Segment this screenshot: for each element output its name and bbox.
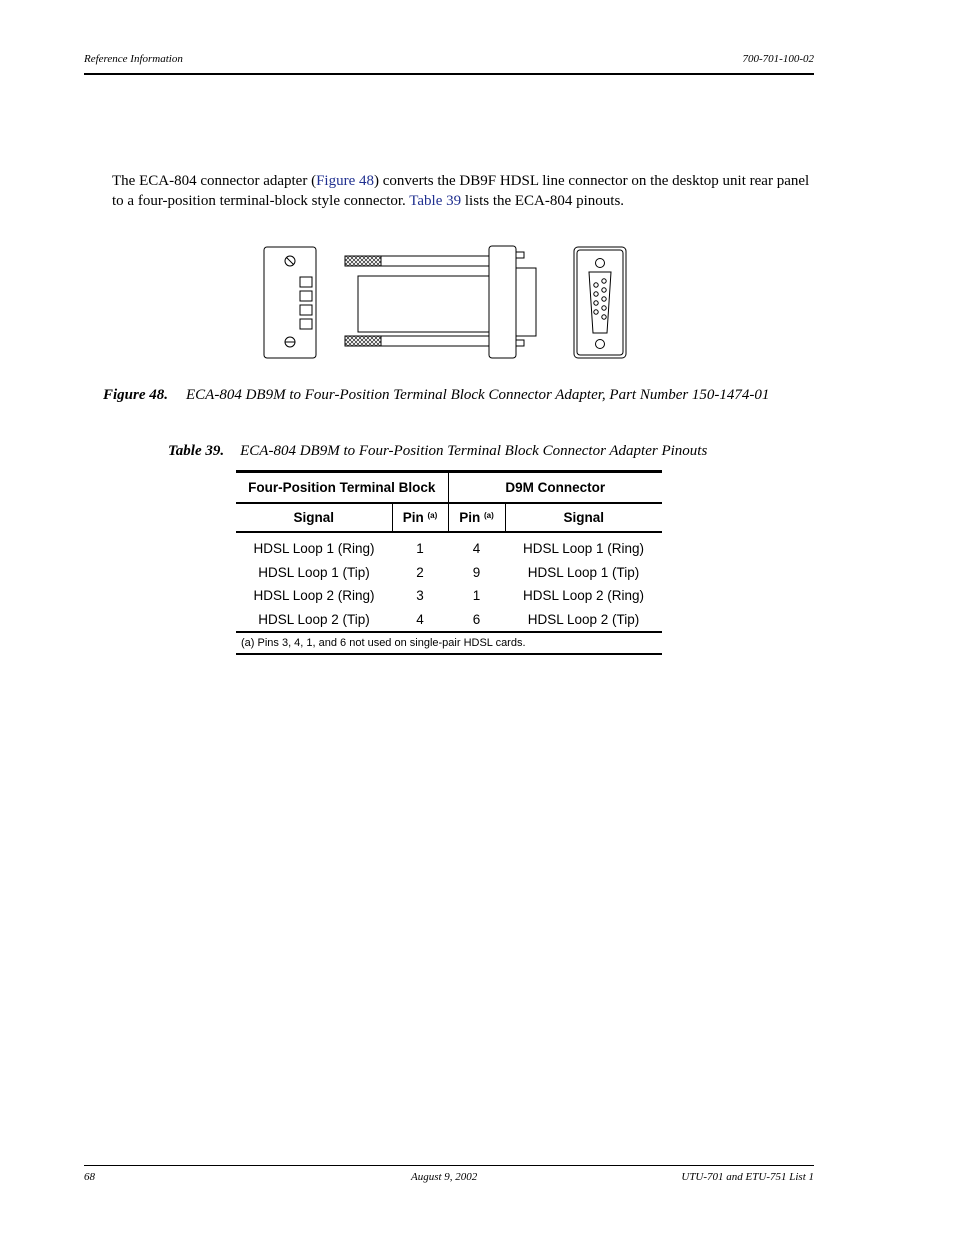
table-cell: HDSL Loop 1 (Tip) <box>527 564 640 580</box>
table-cell: 9 <box>472 564 481 580</box>
table-caption-text: ECA-804 DB9M to Four-Position Terminal Block Connector Adapter Pinouts <box>240 443 708 459</box>
table-footnote: (a) Pins 3, 4, 1, and 6 not used on single-pair HDSL cards. <box>236 632 662 654</box>
table-row <box>236 532 662 561</box>
figure-number: Figure 48. <box>103 387 169 403</box>
header-document-number: 700-701-100-02 <box>742 53 814 65</box>
paragraph-text: The ECA-804 connector adapter ( <box>112 173 317 189</box>
column-header-pin <box>392 503 448 532</box>
footer-rule <box>84 1165 814 1166</box>
paragraph-text: ) converts the DB9F HDSL line connector on the desktop unit rear panel to a four-position terminal-block style connector. <box>112 173 810 209</box>
header-section-title: Reference Information <box>84 53 183 65</box>
table-cell: 6 <box>472 611 481 627</box>
paragraph-text: lists the ECA-804 pinouts. <box>461 192 625 209</box>
table-cell: HDSL Loop 1 (Ring) <box>253 541 375 557</box>
figure-caption <box>103 387 769 404</box>
table-caption <box>168 443 707 460</box>
table-cell: HDSL Loop 1 (Ring) <box>522 541 645 557</box>
table-39-link[interactable]: Table 39 <box>409 192 462 209</box>
terminal-block-view <box>264 247 316 358</box>
table-cell: 2 <box>416 564 424 580</box>
footnote-marker: (a) <box>484 511 494 520</box>
table-cell: HDSL Loop 2 (Tip) <box>527 611 640 627</box>
column-header-signal: Signal <box>505 503 662 532</box>
page-number: 68 <box>84 1171 95 1183</box>
adapter-side-view <box>345 246 536 358</box>
pinout-table <box>236 470 662 655</box>
figure-48-link[interactable]: Figure 48 <box>316 173 375 189</box>
header-rule <box>84 73 814 75</box>
eca-804-adapter-drawing <box>262 244 630 362</box>
column-header-pin <box>448 503 505 532</box>
group-header-d9m-connector: D9M Connector <box>448 472 662 504</box>
table-cell: 4 <box>472 541 481 557</box>
table-cell: HDSL Loop 1 (Tip) <box>258 564 370 580</box>
table-row <box>236 561 662 585</box>
group-header-terminal-block: Four-Position Terminal Block <box>236 472 448 504</box>
table-cell: 4 <box>416 611 424 627</box>
column-header-signal: Signal <box>236 503 392 532</box>
table-number: Table 39. <box>168 443 225 459</box>
column-header-pin-label: Pin <box>402 510 424 525</box>
table-row <box>236 584 662 608</box>
table-cell: HDSL Loop 2 (Ring) <box>253 588 375 604</box>
table-row <box>236 608 662 633</box>
table-cell: 1 <box>472 588 481 604</box>
db9-connector-view <box>574 247 626 358</box>
figure-caption-text: ECA-804 DB9M to Four-Position Terminal Block Connector Adapter, Part Number 150-1474-01 <box>186 387 770 403</box>
table-cell: HDSL Loop 2 (Ring) <box>522 588 645 604</box>
table-cell: 3 <box>416 588 424 604</box>
column-header-pin-label: Pin <box>459 510 481 525</box>
footer-product-name: UTU-701 and ETU-751 List 1 <box>681 1171 814 1183</box>
footer-date: August 9, 2002 <box>411 1171 478 1183</box>
body-paragraph <box>112 172 812 211</box>
table-cell: 1 <box>416 541 424 557</box>
table-cell: HDSL Loop 2 (Tip) <box>258 611 370 627</box>
footnote-marker: (a) <box>427 511 438 520</box>
